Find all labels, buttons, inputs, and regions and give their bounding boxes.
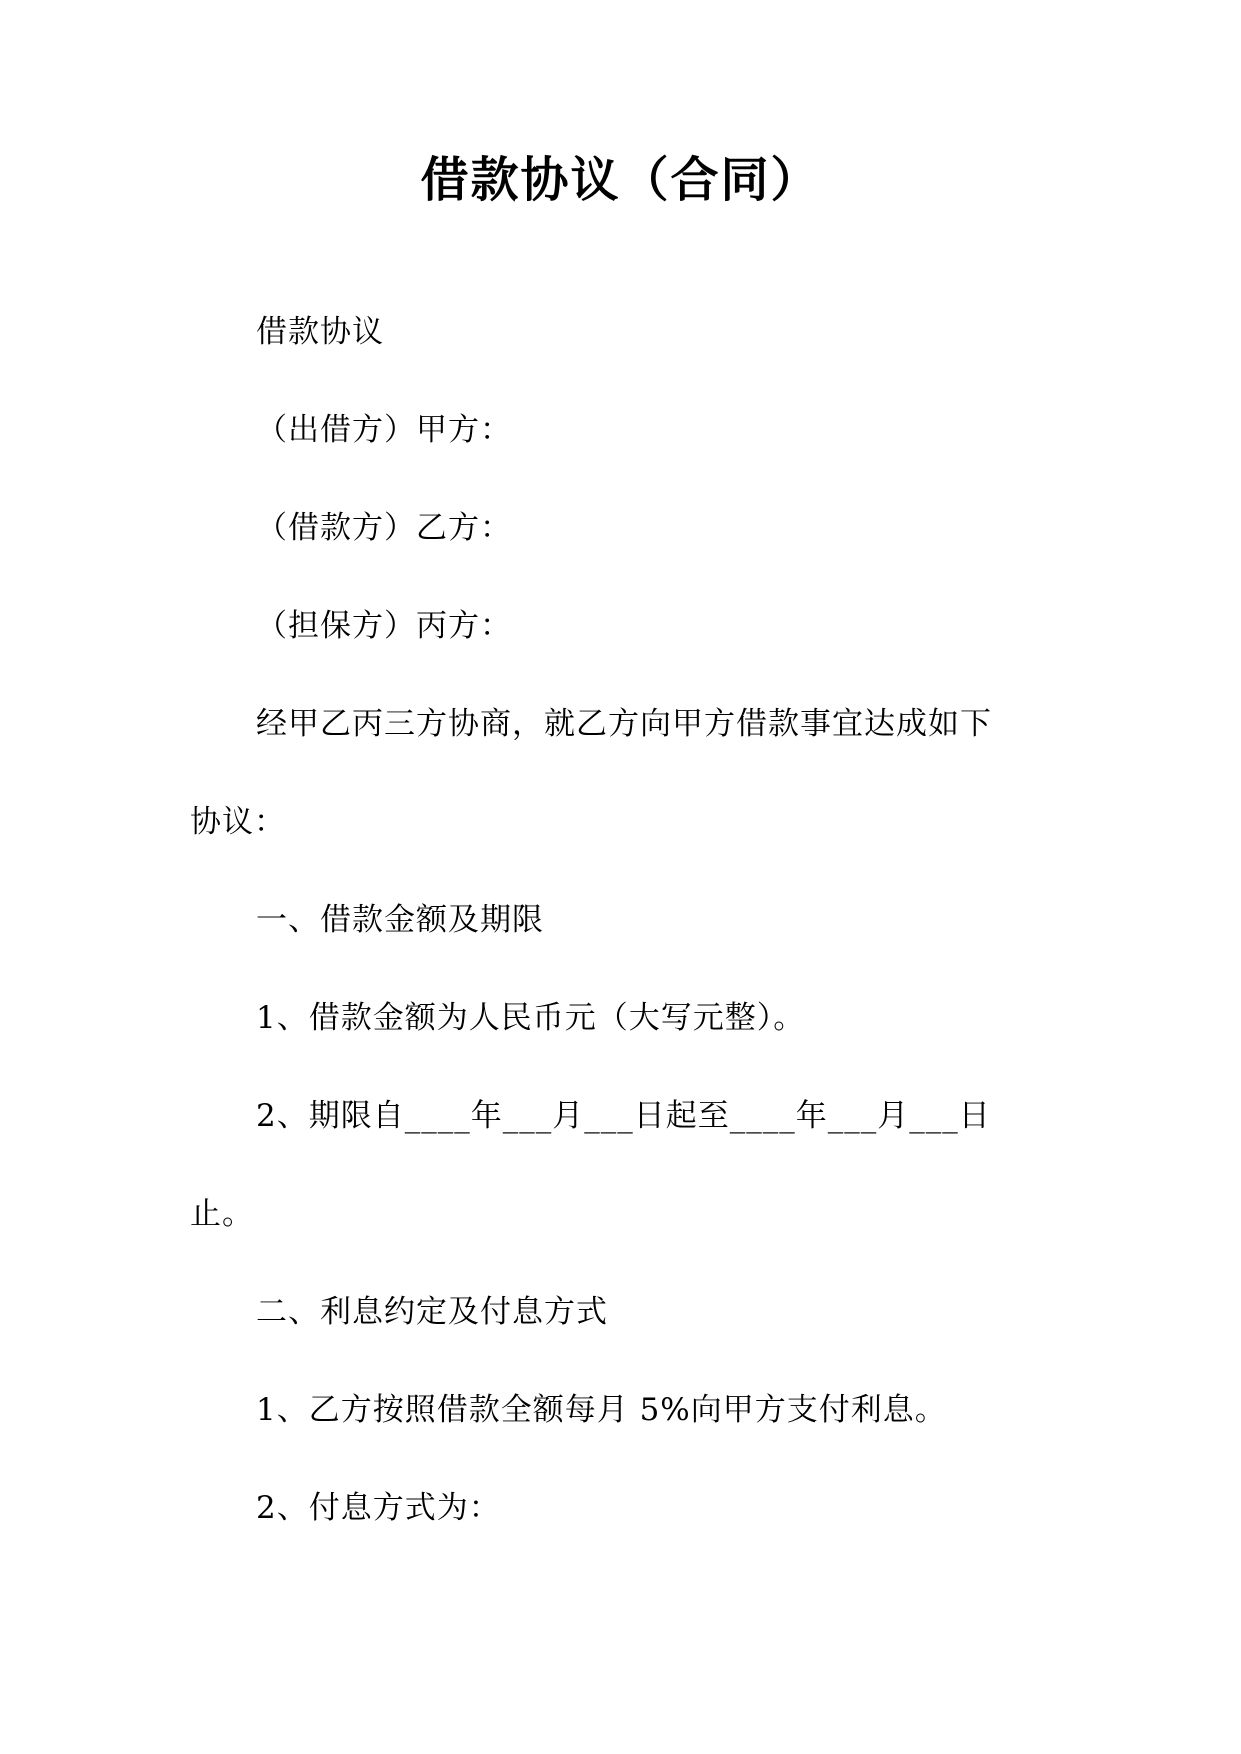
lender-line: （出借方）甲方： <box>256 412 512 448</box>
guarantor-line: （担保方）丙方： <box>256 608 512 644</box>
preamble-line-2: 协议： <box>190 804 286 840</box>
clause-1-2-line-1: 2、期限自____年___月___日起至____年___月___日 <box>256 1098 991 1134</box>
section-2-heading: 二、利息约定及付息方式 <box>256 1294 608 1330</box>
clause-2-1: 1、乙方按照借款全额每月 5%向甲方支付利息。 <box>256 1392 947 1428</box>
clause-2-2: 2、付息方式为： <box>256 1490 501 1526</box>
preamble-line-1: 经甲乙丙三方协商，就乙方向甲方借款事宜达成如下 <box>256 706 992 742</box>
clause-1-1: 1、借款金额为人民币元（大写元整）。 <box>256 1000 806 1036</box>
document-title: 借款协议（合同） <box>420 152 821 208</box>
borrower-line: （借款方）乙方： <box>256 510 512 546</box>
agreement-heading: 借款协议 <box>256 314 384 350</box>
section-1-heading: 一、借款金额及期限 <box>256 902 544 938</box>
clause-1-2-line-2: 止。 <box>190 1196 254 1232</box>
